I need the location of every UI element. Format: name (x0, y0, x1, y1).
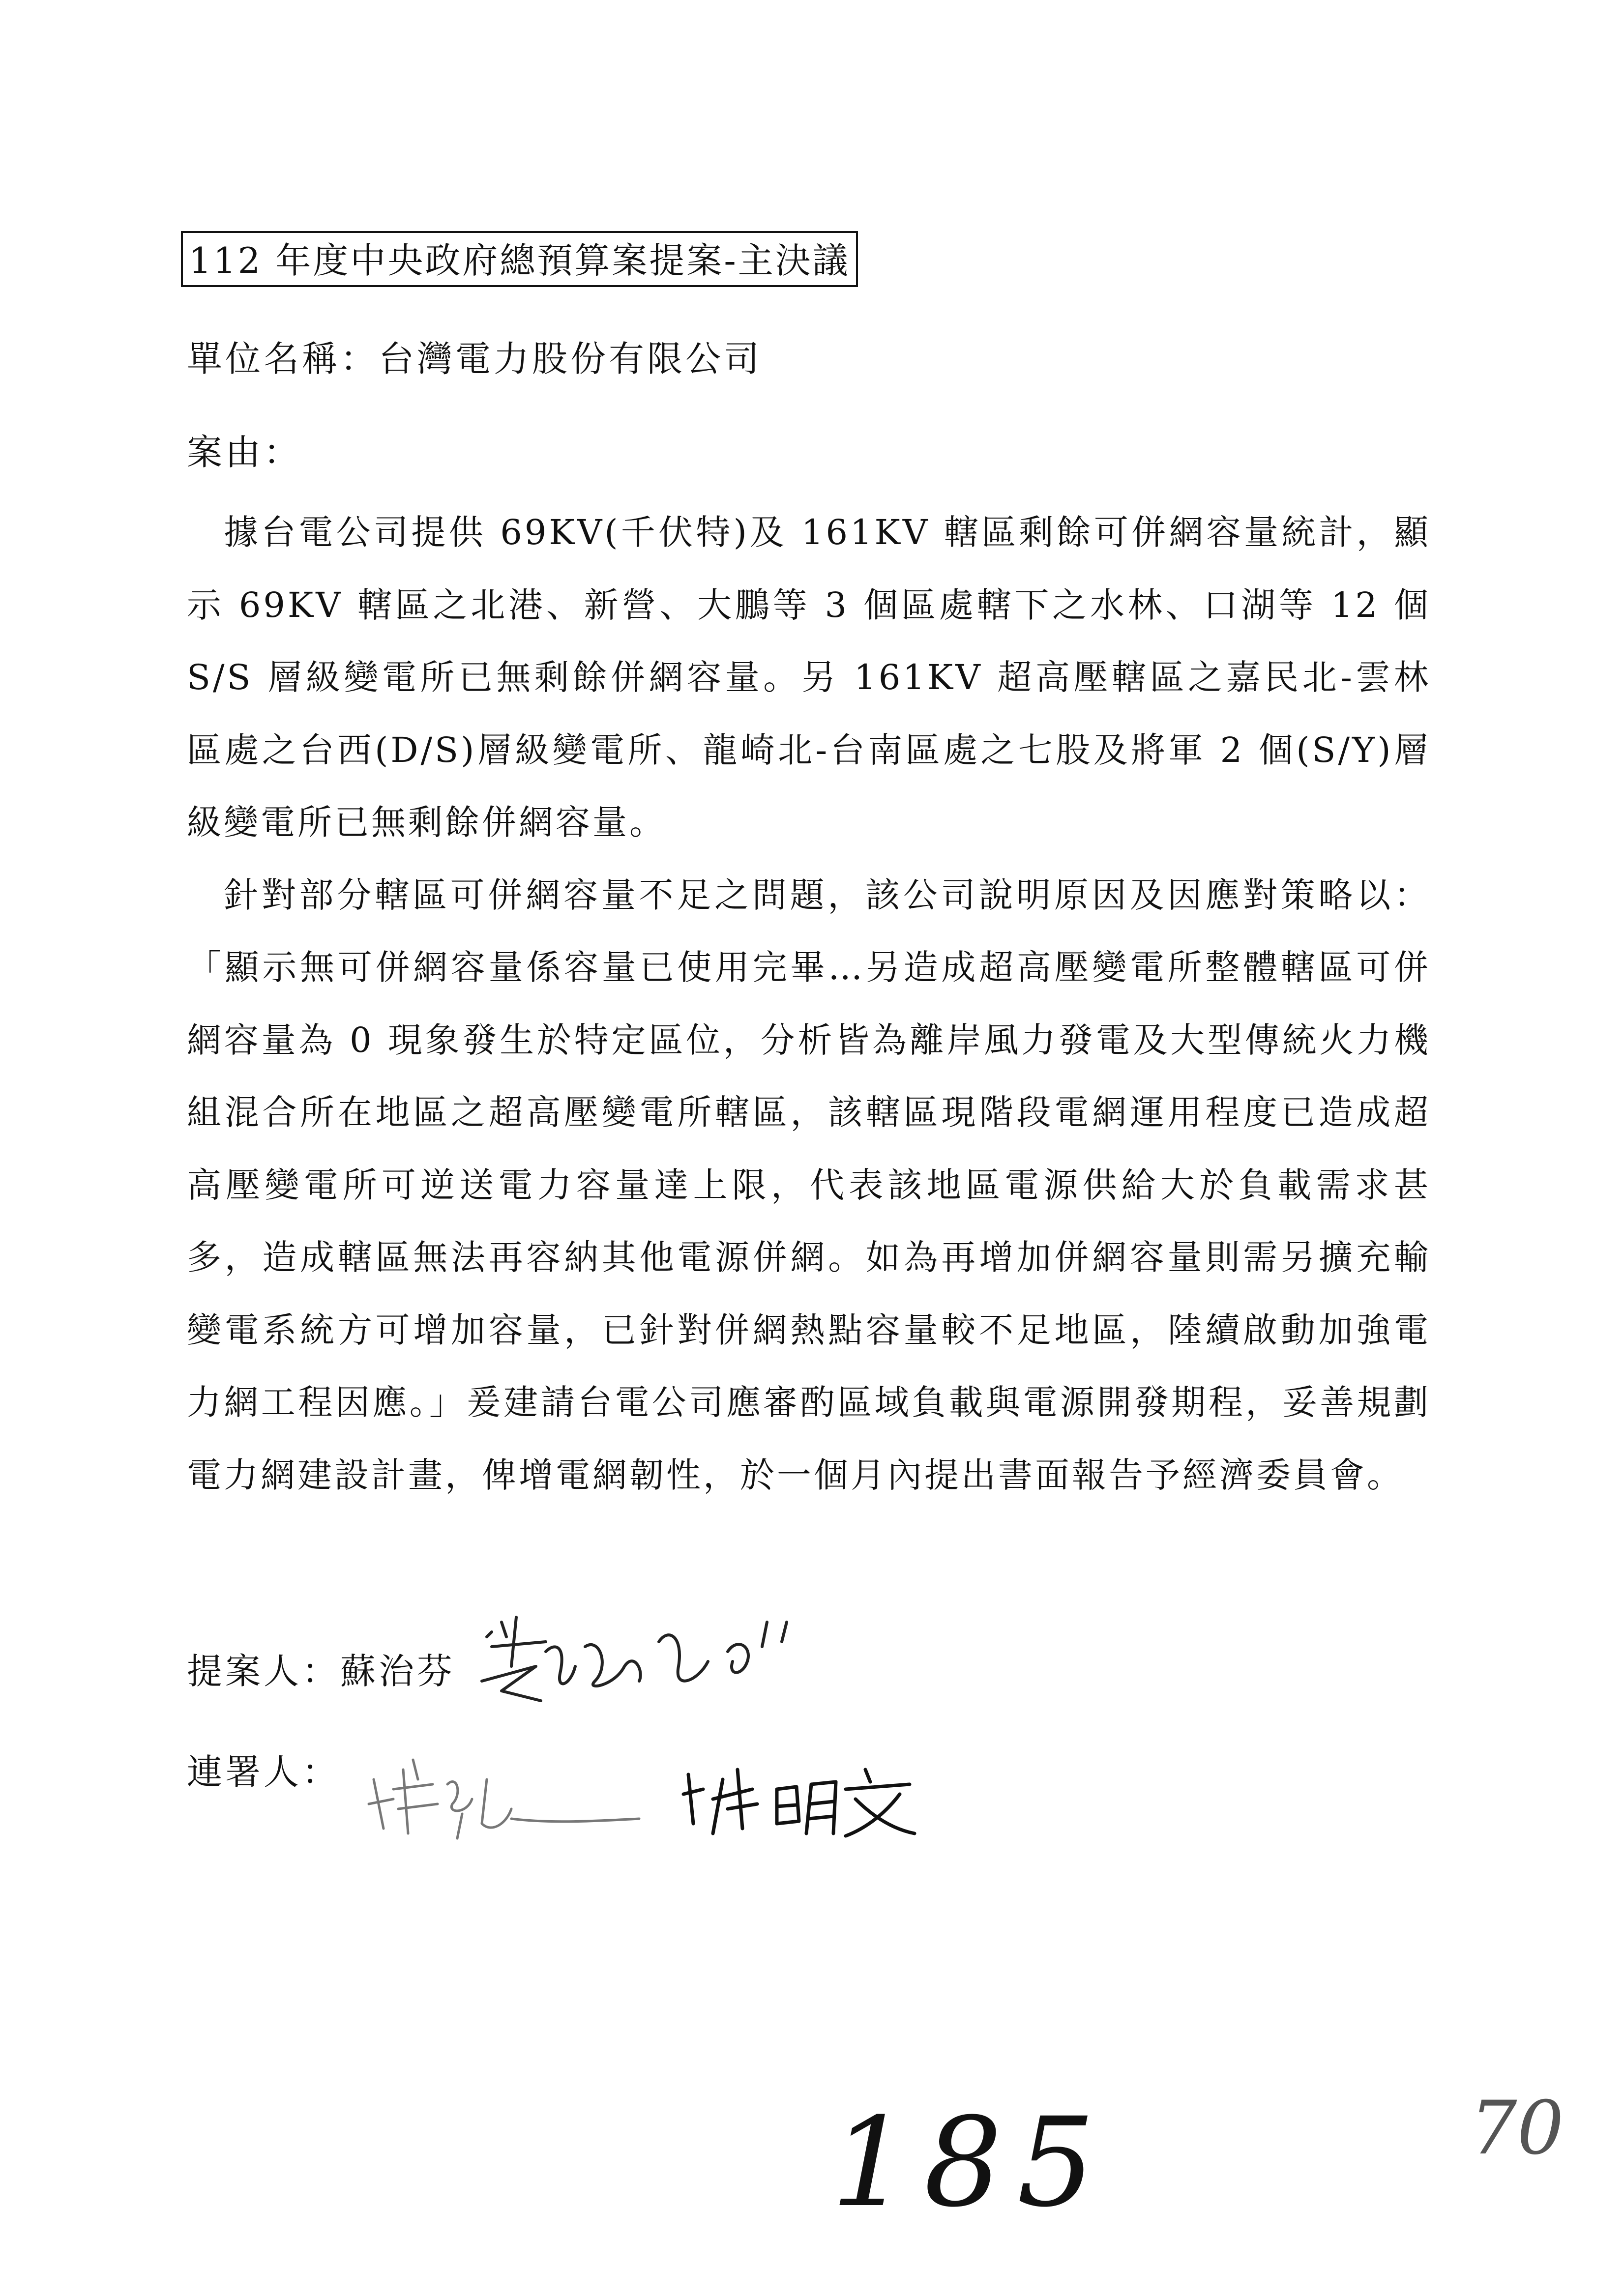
unit-name: 單位名稱：台灣電力股份有限公司 (187, 338, 763, 379)
proposer-signature (472, 1607, 826, 1720)
cosigner-line: 連署人： (187, 1751, 341, 1793)
reason-label: 案由： (187, 432, 302, 473)
paragraph-1: 據台電公司提供 69KV(千伏特)及 161KV 轄區剩餘可併網容量統計，顯示 69KV 轄區之北港、新營、大鵬等 3 個區處轄下之水林、口湖等 12 個 S/S 層級變電所已無剩餘併網容量。另 161KV 超高壓轄區之嘉民北-雲林區處之台西(D/S)層級變電所、龍崎北-台南區處之七股及將軍 2 個(S/Y)層級變電所已無剩餘併網容量。 (187, 512, 1431, 843)
document-title: 112 年度中央政府總預算案提案-主決議 (181, 231, 858, 287)
proposer-line: 提案人：蘇治芬 (187, 1651, 456, 1692)
corner-number: 70 (1470, 2086, 1564, 2171)
reason-body (187, 496, 1431, 1511)
cosigner-signature-2 (679, 1760, 934, 1843)
cosigner-signature-1 (364, 1750, 649, 1848)
paragraph-2: 針對部分轄區可併網容量不足之問題，該公司說明原因及因應對策略以：「顯示無可併網容量係容量已使用完畢…另造成超高壓變電所整體轄區可併網容量為 0 現象發生於特定區位，分析皆為離岸風力發電及大型傳統火力機組混合所在地區之超高壓變電所轄區，該轄區現階段電網運用程度已造成超高壓變電所可逆送電力容量達上限，代表該地區電源供給大於負載需求甚多，造成轄區無法再容納其他電源併網。如為再增加併網容量則需另擴充輸變電系統方可增加容量，已針對併網熱點容量較不足地區，陸續啟動加強電力網工程因應。」爰建請台電公司應審酌區域負載與電源開發期程，妥善規劃電力網建設計畫，俾增電網韌性，於一個月內提出書面報告予經濟委員會。 (187, 874, 1431, 1495)
page-number: 185 (831, 2091, 1110, 2234)
